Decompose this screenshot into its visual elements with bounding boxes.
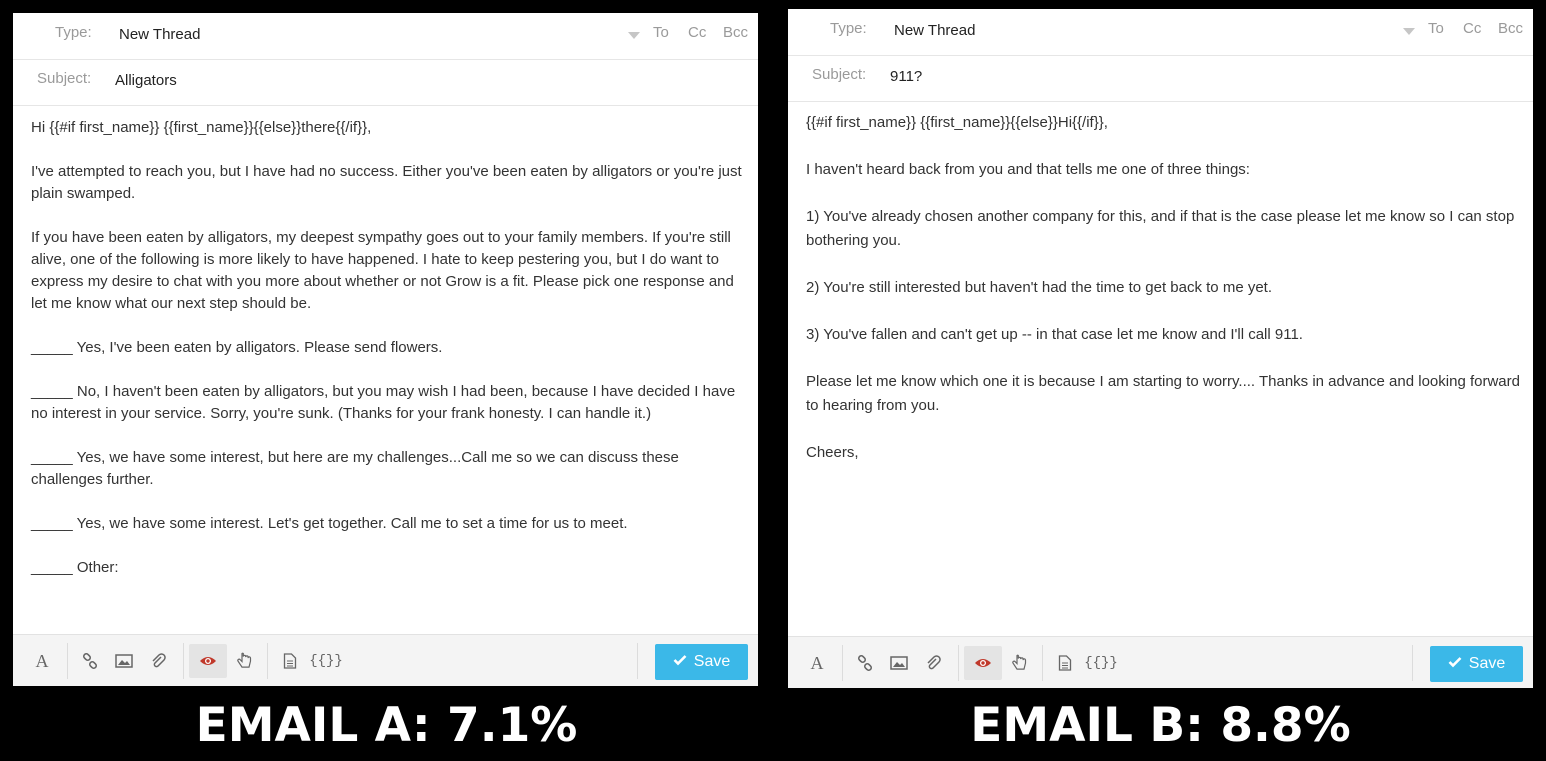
to-toggle[interactable]: To xyxy=(1428,20,1444,37)
paperclip-icon[interactable] xyxy=(141,644,175,678)
font-format-icon[interactable]: A xyxy=(810,652,824,673)
bcc-toggle[interactable]: Bcc xyxy=(1498,20,1524,37)
toolbar-divider xyxy=(958,645,959,681)
email-editor xyxy=(13,13,758,686)
body-paragraph: Please let me know which one it is because I am starting to worry.... Thanks in advance and looking forward to hearing from you. xyxy=(806,373,1520,414)
preview-eye-icon[interactable] xyxy=(964,646,1002,680)
body-paragraph: _____ Other: xyxy=(31,559,119,576)
chevron-down-icon[interactable] xyxy=(1403,28,1415,35)
variables-button[interactable] xyxy=(1084,646,1118,680)
body-paragraph: Cheers, xyxy=(806,444,859,461)
font-format-icon[interactable]: A xyxy=(35,650,49,671)
subject-row xyxy=(788,55,1533,102)
type-label: Type: xyxy=(830,20,867,37)
pointer-hand-icon[interactable] xyxy=(1002,646,1036,680)
checkmark-icon xyxy=(1448,655,1462,673)
body-paragraph: {{#if first_name}} {{first_name}}{{else}}Hi{{/if}}, xyxy=(806,114,1108,131)
editor-toolbar xyxy=(13,634,758,686)
document-template-icon[interactable] xyxy=(1048,646,1082,680)
body-paragraph: I haven't heard back from you and that tells me one of three things: xyxy=(806,161,1250,178)
type-label: Type: xyxy=(55,24,92,41)
toolbar-divider xyxy=(267,643,268,679)
bcc-toggle[interactable]: Bcc xyxy=(723,24,749,41)
body-paragraph: I've attempted to reach you, but I have had no success. Either you've been eaten by alligators or you're just plain swamped. xyxy=(31,163,742,202)
toolbar-divider xyxy=(842,645,843,681)
body-paragraph: _____ No, I haven't been eaten by alligators, but you may wish I had been, because I have decided I have no interest in your service. Sorry, you're sunk. (Thanks for your frank honesty. I can handle it.) xyxy=(31,383,736,422)
paperclip-icon[interactable] xyxy=(916,646,950,680)
body-paragraph: If you have been eaten by alligators, my deepest sympathy goes out to your family members. If you're still alive, one of the following is more likely to have happened. I hate to keep pestering you, but I do want to express my desire to chat with you more about whether or not Grow is a fit. Please pick one response and let me know what our next step should be. xyxy=(31,229,734,312)
link-icon[interactable] xyxy=(73,644,107,678)
type-select[interactable]: New Thread xyxy=(119,26,201,43)
email-b-panel xyxy=(775,0,1546,761)
type-row xyxy=(788,9,1533,56)
body-paragraph: 3) You've fallen and can't get up -- in that case let me know and I'll call 911. xyxy=(806,326,1303,343)
email-body-editor[interactable] xyxy=(31,117,748,601)
image-icon[interactable] xyxy=(882,646,916,680)
subject-label: Subject: xyxy=(812,66,867,83)
save-button[interactable] xyxy=(1430,646,1523,682)
type-row xyxy=(13,13,758,60)
editor-toolbar xyxy=(788,636,1533,688)
subject-label: Subject: xyxy=(37,70,92,87)
preview-eye-icon[interactable] xyxy=(189,644,227,678)
subject-input[interactable]: Alligators xyxy=(115,72,177,89)
to-toggle[interactable]: To xyxy=(653,24,669,41)
cc-toggle[interactable]: Cc xyxy=(688,24,707,41)
cc-toggle[interactable]: Cc xyxy=(1463,20,1482,37)
toolbar-divider xyxy=(1042,645,1043,681)
save-button-label: Save xyxy=(693,653,731,670)
variables-label: {{}} xyxy=(1084,655,1118,671)
subject-row xyxy=(13,59,758,106)
body-paragraph: _____ Yes, we have some interest. Let's get together. Call me to set a time for us to meet. xyxy=(31,515,628,532)
toolbar-divider xyxy=(183,643,184,679)
subject-input[interactable]: 911? xyxy=(890,68,923,85)
chevron-down-icon[interactable] xyxy=(628,32,640,39)
link-icon[interactable] xyxy=(848,646,882,680)
save-button-label: Save xyxy=(1468,655,1506,672)
save-button[interactable] xyxy=(655,644,748,680)
toolbar-divider xyxy=(1412,645,1413,681)
pointer-hand-icon[interactable] xyxy=(227,644,261,678)
email-editor xyxy=(788,9,1533,688)
image-icon[interactable] xyxy=(107,644,141,678)
checkmark-icon xyxy=(673,653,687,671)
variables-button[interactable] xyxy=(309,644,343,678)
body-paragraph: Hi {{#if first_name}} {{first_name}}{{else}}there{{/if}}, xyxy=(31,119,372,136)
variables-label: {{}} xyxy=(309,653,343,669)
type-select[interactable]: New Thread xyxy=(894,22,976,39)
email-b-result-caption: EMAIL B: 8.8% xyxy=(970,698,1351,753)
body-paragraph: _____ Yes, we have some interest, but here are my challenges...Call me so we can discuss these challenges further. xyxy=(31,449,679,488)
toolbar-divider xyxy=(67,643,68,679)
body-paragraph: 1) You've already chosen another company for this, and if that is the case please let me know so I can stop bothering you. xyxy=(806,208,1515,249)
body-paragraph: _____ Yes, I've been eaten by alligators. Please send flowers. xyxy=(31,339,443,356)
email-a-result-caption: EMAIL A: 7.1% xyxy=(195,698,578,753)
toolbar-divider xyxy=(637,643,638,679)
email-body-editor[interactable] xyxy=(806,111,1523,488)
body-paragraph: 2) You're still interested but haven't had the time to get back to me yet. xyxy=(806,279,1273,296)
document-template-icon[interactable] xyxy=(273,644,307,678)
